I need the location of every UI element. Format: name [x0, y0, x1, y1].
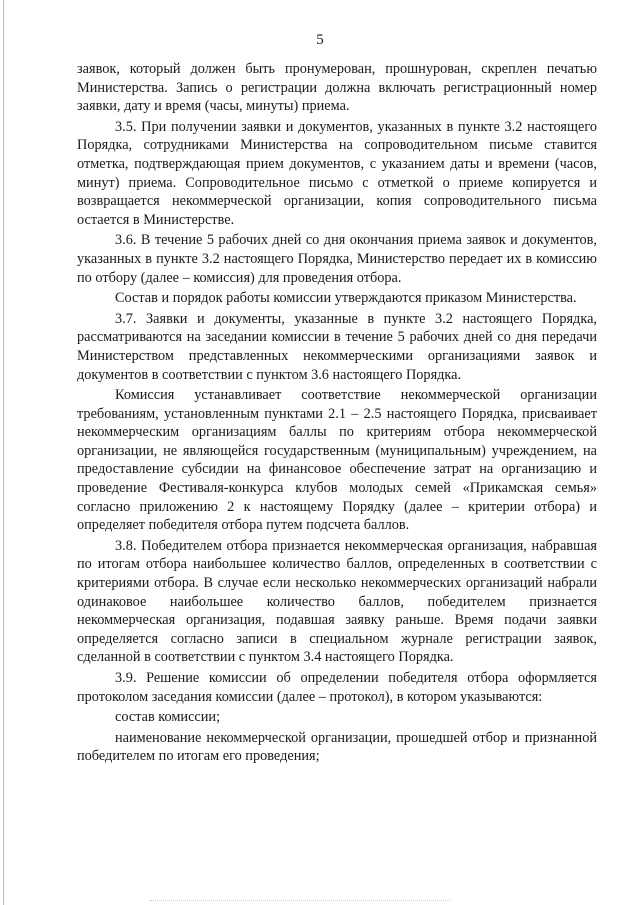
- document-body: [77, 60, 597, 766]
- paragraph-3-6: 3.6. В течение 5 рабочих дней со дня окончания приема заявок и документов, указанных в пункте 3.2 настоящего Порядка, Министерство передает их в комиссию по отбору (далее – комиссия) для проведения отбора.: [77, 232, 597, 286]
- list-item-commission-composition: состав комиссии;: [115, 709, 221, 726]
- paragraph-commission-duties: Комиссия устанавливает соответствие некоммерческой организации требованиям, установленным пунктами 2.1 – 2.5 настоящего Порядка, присваивает некоммерческим организациям баллы по критериям отбора некоммерческой организации, не являющейся государственным (муниципальным) учреждением, на предоставление субсидии на финансовое обеспечение затрат на организацию и проведение Фестиваля-конкурса клубов молодых семей «Прикамская семья» согласно приложению 2 к настоящему Порядку (далее – критерии отбора) и определяет победителя отбора путем подсчета баллов.: [77, 387, 597, 534]
- paragraph-continuation: заявок, который должен быть пронумерован, прошнурован, скреплен печатью Министерства. Запись о регистрации должна включать регистрационный номер заявки, дату и время (часы, минуты) приема.: [77, 61, 597, 115]
- page-edge-line: [3, 0, 4, 905]
- paragraph-3-9: 3.9. Решение комиссии об определении победителя отбора оформляется протоколом заседания комиссии (далее – протокол), в котором указываются:: [77, 670, 597, 705]
- page-bottom-edge: [150, 900, 450, 902]
- list-item-winner-name: наименование некоммерческой организации, прошедшей отбор и признанной победителем по итогам его проведения;: [77, 729, 597, 765]
- page-number: 5: [316, 32, 324, 48]
- paragraph-3-7: 3.7. Заявки и документы, указанные в пункте 3.2 настоящего Порядка, рассматриваются на заседании комиссии в течение 5 рабочих дней со дня передачи Министерством представленных некоммерческими организациями заявок и документов в соответствии с пунктом 3.6 настоящего Порядка.: [77, 310, 597, 383]
- paragraph-3-5: 3.5. При получении заявки и документов, указанных в пункте 3.2 настоящего Порядка, сотрудниками Министерства на сопроводительном письме ставится отметка, подтверждающая прием документов, с указанием даты и времени (часов, минут) приема. Сопроводительное письмо с отметкой о приеме копируется и возвращается некоммерческой организации, копия сопроводительного письма остается в Министерстве.: [77, 118, 597, 228]
- paragraph-commission-composition: Состав и порядок работы комиссии утверждаются приказом Министерства.: [115, 290, 577, 307]
- paragraph-3-8: 3.8. Победителем отбора признается некоммерческая организация, набравшая по итогам отбора наибольшее количество баллов, определенных в соответствии с критериями отбора. В случае если несколько некоммерческих организаций набрали одинаковое наибольшее количество баллов, победителем признается некоммерческая организация, подавшая заявку раньше. Время подачи заявки определяется согласно записи в специальном журнале регистрации заявок, сделанной в соответствии с пунктом 3.4 настоящего Порядка.: [77, 537, 597, 666]
